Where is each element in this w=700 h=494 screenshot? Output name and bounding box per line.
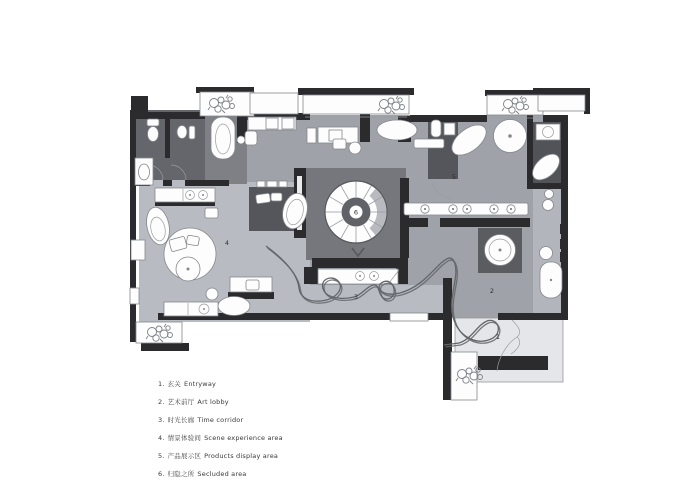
stool	[206, 288, 218, 300]
legend-item-zh: 情景体验间	[167, 434, 202, 442]
bathtub	[211, 117, 235, 159]
legend-item-zh: 玄关	[167, 380, 182, 388]
legend-item-zh: 归隐之所	[167, 470, 195, 478]
stool	[545, 190, 554, 199]
legend-item-number: 4.	[158, 434, 165, 442]
wc-fixture	[431, 120, 441, 137]
round-lounge-chair	[164, 228, 216, 281]
sink-counter-bottom	[164, 302, 218, 316]
legend-item-en: Scene experience area	[204, 434, 283, 442]
legend-item-en: Secluded area	[197, 470, 247, 478]
vanity-counter	[155, 188, 215, 202]
legend-item-zh: 艺术前厅	[167, 398, 195, 406]
legend-item	[158, 397, 229, 406]
legend-item-number: 6.	[158, 470, 165, 478]
planter-bottom-left	[136, 322, 182, 343]
sink-box	[444, 123, 455, 135]
legend-item-en: Time corridor	[197, 416, 244, 424]
low-table	[230, 277, 272, 292]
oval-tub	[218, 297, 250, 316]
area-label-1: 1	[495, 333, 501, 341]
area-label-2: 2	[489, 287, 495, 295]
legend-item-number: 3.	[158, 416, 165, 424]
legend-item-number: 5.	[158, 452, 165, 460]
shelf	[414, 139, 444, 148]
bed-shelf	[257, 181, 287, 187]
wall-niche	[130, 288, 139, 304]
kitchen-counter	[248, 117, 296, 130]
legend-item	[158, 415, 243, 424]
planter-top-right	[487, 95, 543, 115]
wall-niche	[131, 240, 145, 260]
planter-top-left	[200, 92, 254, 116]
legend-item	[158, 469, 246, 478]
legend-item	[158, 433, 283, 442]
window-box	[250, 93, 298, 114]
area-label-7: 7	[292, 180, 298, 188]
area-label-6: 6	[353, 208, 359, 217]
legend-item-zh: 时光长廊	[167, 416, 195, 424]
stool	[540, 247, 553, 260]
planter-top-mid	[303, 95, 409, 114]
vanity-sink	[135, 158, 153, 185]
stool	[205, 208, 218, 218]
legend-item	[158, 379, 216, 388]
counter-mid	[307, 127, 358, 143]
stool	[245, 131, 257, 145]
sink-box	[536, 124, 560, 140]
area2-round-table	[485, 235, 516, 266]
legend-item-en: Products display area	[204, 452, 279, 460]
stool	[543, 200, 554, 211]
stool	[349, 142, 361, 154]
legend-item-en: Entryway	[184, 380, 217, 388]
bench	[390, 313, 428, 321]
area-label-3: 3	[353, 293, 359, 301]
stool	[333, 139, 346, 149]
area-label-5: 5	[451, 173, 457, 181]
window-box	[538, 95, 585, 111]
display-pedestals	[404, 203, 528, 215]
legend-item-number: 1.	[158, 380, 165, 388]
legend-item-number: 2.	[158, 398, 165, 406]
round-tub	[494, 120, 527, 153]
area-label-4: 4	[224, 239, 230, 247]
stool	[237, 136, 245, 144]
toilet	[147, 119, 159, 142]
legend-item	[158, 451, 278, 460]
oval-table	[377, 120, 417, 140]
bathtub	[540, 262, 562, 298]
legend-item-en: Art lobby	[197, 398, 229, 406]
legend-item-zh: 产品展示区	[167, 452, 202, 460]
